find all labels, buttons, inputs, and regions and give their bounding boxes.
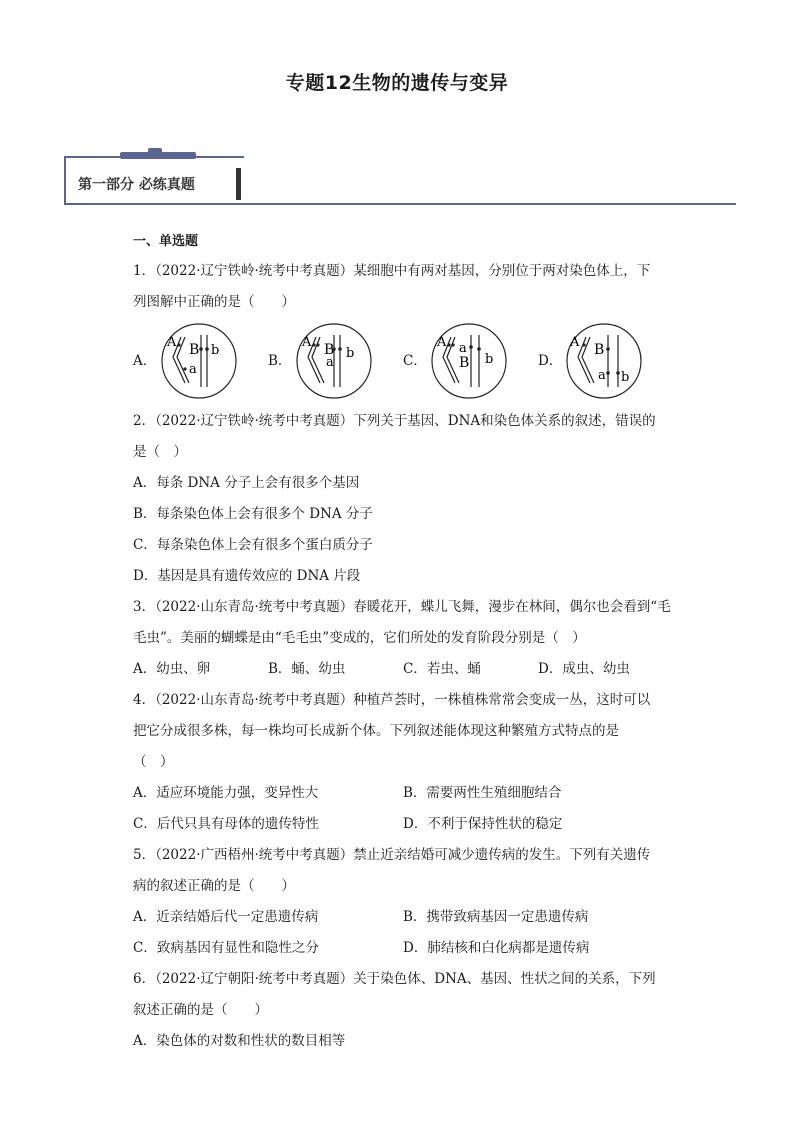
q3-option-a[interactable]: A．幼虫、卵 — [133, 661, 211, 677]
cell-diagram-b — [294, 321, 374, 401]
q6-option-a[interactable]: A．染色体的对数和性状的数目相等 — [133, 1033, 346, 1049]
section-heading: 一、单选题 — [133, 234, 199, 249]
gene-label-d2: B — [594, 342, 605, 358]
q4-option-d[interactable]: D．不利于保持性状的稳定 — [403, 816, 563, 832]
gene-label-b4: a — [326, 355, 334, 370]
gene-label-b3: b — [346, 346, 355, 361]
gene-label-d3: a — [598, 368, 606, 383]
question-5-text-cont: 病的叙述正确的是（ ） — [133, 878, 295, 894]
option-b-figure[interactable] — [268, 321, 403, 401]
q4-options-row2 — [133, 809, 673, 840]
q5-option-a[interactable]: A．近亲结婚后代一定患遗传病 — [133, 909, 319, 925]
gene-label-c1: A — [437, 335, 447, 350]
question-1-text: 1．（2022·辽宁铁岭·统考中考真题）某细胞中有两对基因，分别位于两对染色体上，下 — [133, 263, 651, 279]
option-d-letter: D． — [538, 352, 563, 369]
q5-option-d[interactable]: D．肺结核和白化病都是遗传病 — [403, 940, 590, 956]
option-d-figure[interactable] — [538, 321, 673, 401]
q4-option-b[interactable]: B．需要两性生殖细胞结合 — [403, 785, 562, 801]
q5-option-c[interactable]: C．致病基因有显性和隐性之分 — [133, 940, 319, 956]
q3-options — [133, 654, 673, 685]
question-1-text-cont: 列图解中正确的是（ ） — [133, 294, 295, 310]
question-6-text-cont: 叙述正确的是（ ） — [133, 1002, 268, 1018]
gene-label-b1: A — [302, 335, 312, 350]
q2-option-b[interactable]: B．每条染色体上会有很多个 DNA 分子 — [133, 506, 373, 522]
question-2-text-cont: 是（ ） — [133, 444, 187, 460]
question-4-text-cont2: （ ） — [133, 754, 174, 770]
gene-label-c2: a — [459, 341, 467, 356]
q2-option-d[interactable]: D．基因是具有遗传效应的 DNA 片段 — [133, 568, 361, 584]
cell-diagram-a — [159, 321, 239, 401]
question-3-text: 3．（2022·山东青岛·统考中考真题）春暖花开，蝶儿飞舞，漫步在林间，偶尔也会看到“毛 — [133, 599, 671, 615]
question-4-text: 4．（2022·山东青岛·统考中考真题）种植芦荟时，一株植株常常会变成一丛，这时可以 — [133, 692, 651, 708]
q3-option-b[interactable]: B．蛹、幼虫 — [268, 661, 346, 677]
question-1-figures — [133, 318, 673, 404]
option-c-letter: C． — [403, 352, 427, 369]
gene-label-d4: b — [621, 370, 630, 385]
question-list — [133, 232, 673, 1057]
q2-option-a[interactable]: A．每条 DNA 分子上会有很多个基因 — [133, 475, 360, 491]
gene-label-b2: B — [324, 342, 335, 358]
gene-label-a2: B — [189, 342, 200, 358]
gene-label-a3: b — [211, 343, 220, 358]
section-label: 第一部分 必练真题 — [78, 177, 195, 193]
q5-option-b[interactable]: B．携带致病基因一定患遗传病 — [403, 909, 589, 925]
gene-label-c4: B — [459, 355, 470, 371]
q2-option-c[interactable]: C．每条染色体上会有很多个蛋白质分子 — [133, 537, 373, 553]
gene-label-d1: A — [570, 335, 580, 350]
question-3-text-cont: 毛虫”。美丽的蝴蝶是由“毛毛虫”变成的，它们所处的发育阶段分别是（ ） — [133, 630, 586, 646]
gene-label-a4: a — [189, 362, 197, 377]
q4-option-c[interactable]: C．后代只具有母体的遗传特性 — [133, 816, 319, 832]
question-6-text: 6．（2022·辽宁朝阳·统考中考真题）关于染色体、DNA、基因、性状之间的关系，下列 — [133, 971, 656, 987]
q5-options-row2 — [133, 933, 673, 964]
option-b-letter: B． — [268, 352, 292, 369]
q4-option-a[interactable]: A．适应环境能力强，变异性大 — [133, 785, 319, 801]
section-divider — [64, 203, 736, 205]
q3-option-c[interactable]: C．若虫、蛹 — [403, 661, 481, 677]
question-5-text: 5．（2022·广西梧州·统考中考真题）禁止近亲结婚可减少遗传病的发生。下列有关遗传 — [133, 847, 651, 863]
option-a-figure[interactable] — [133, 321, 268, 401]
question-4-text-cont: 把它分成很多株，每一株均可长成新个体。下列叙述能体现这种繁殖方式特点的是 — [133, 723, 619, 739]
option-a-letter: A． — [133, 352, 157, 369]
q5-options-row1 — [133, 902, 673, 933]
option-c-figure[interactable] — [403, 321, 538, 401]
question-2-text: 2．（2022·辽宁铁岭·统考中考真题）下列关于基因、DNA和染色体关系的叙述，错误的 — [133, 413, 656, 429]
gene-label-a1: A — [167, 335, 177, 350]
section-bar-decoration — [236, 168, 241, 200]
cell-diagram-d — [564, 321, 644, 401]
q3-option-d[interactable]: D．成虫、幼虫 — [538, 661, 630, 677]
gene-label-c3: b — [485, 352, 494, 367]
q4-options-row1 — [133, 778, 673, 809]
page-title: 专题12生物的遗传与变异 — [285, 72, 509, 94]
cell-diagram-c — [429, 321, 509, 401]
